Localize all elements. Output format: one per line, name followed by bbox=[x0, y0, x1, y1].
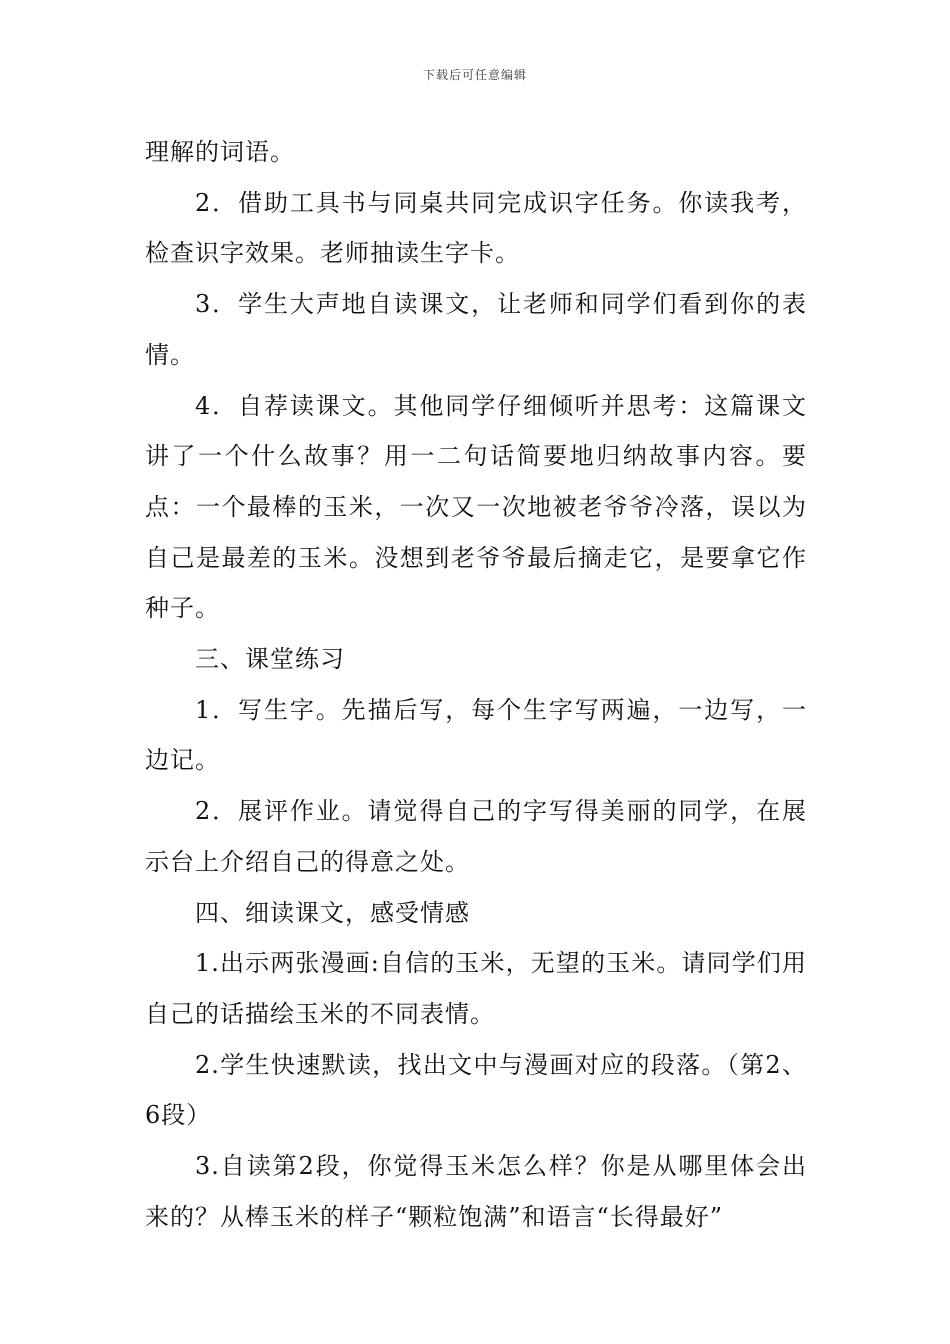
document-body bbox=[145, 127, 807, 1242]
page-header: 下载后可任意编辑 bbox=[422, 68, 527, 82]
paragraph: 理解的词语。 bbox=[145, 138, 295, 166]
paragraph: 3．学生大声地自读课文，让老师和同学们看到你的表情。 bbox=[145, 290, 807, 369]
paragraph: 2．展评作业。请觉得自己的字写得美丽的同学，在展示台上介绍自己的得意之处。 bbox=[145, 797, 807, 876]
paragraph: 4．自荐读课文。其他同学仔细倾听并思考：这篇课文讲了一个什么故事？用一二句话简要地归纳故事内容。要点：一个最棒的玉米，一次又一次地被老爷爷冷落，误以为自己是最差的玉米。没想到老爷爷最后摘走它，是要拿它作种子。 bbox=[145, 391, 807, 623]
paragraph: 1.出示两张漫画:自信的玉米，无望的玉米。请同学们用自己的话描绘玉米的不同表情。 bbox=[145, 949, 807, 1028]
paragraph: 2．借助工具书与同桌共同完成识字任务。你读我考，检查识字效果。老师抽读生字卡。 bbox=[145, 188, 807, 268]
section-heading: 三、课堂练习 bbox=[195, 645, 345, 674]
paragraph: 3.自读第2段，你觉得玉米怎么样？你是从哪里体会出来的？从棒玉米的样子“颗粒饱满”和语言“长得最好” bbox=[145, 1152, 807, 1231]
paragraph: 2.学生快速默读，找出文中与漫画对应的段落。（第2、6段） bbox=[145, 1050, 807, 1130]
paragraph: 1．写生字。先描后写，每个生字写两遍，一边写，一边记。 bbox=[145, 695, 807, 775]
section-heading: 四、细读课文，感受情感 bbox=[195, 898, 470, 927]
